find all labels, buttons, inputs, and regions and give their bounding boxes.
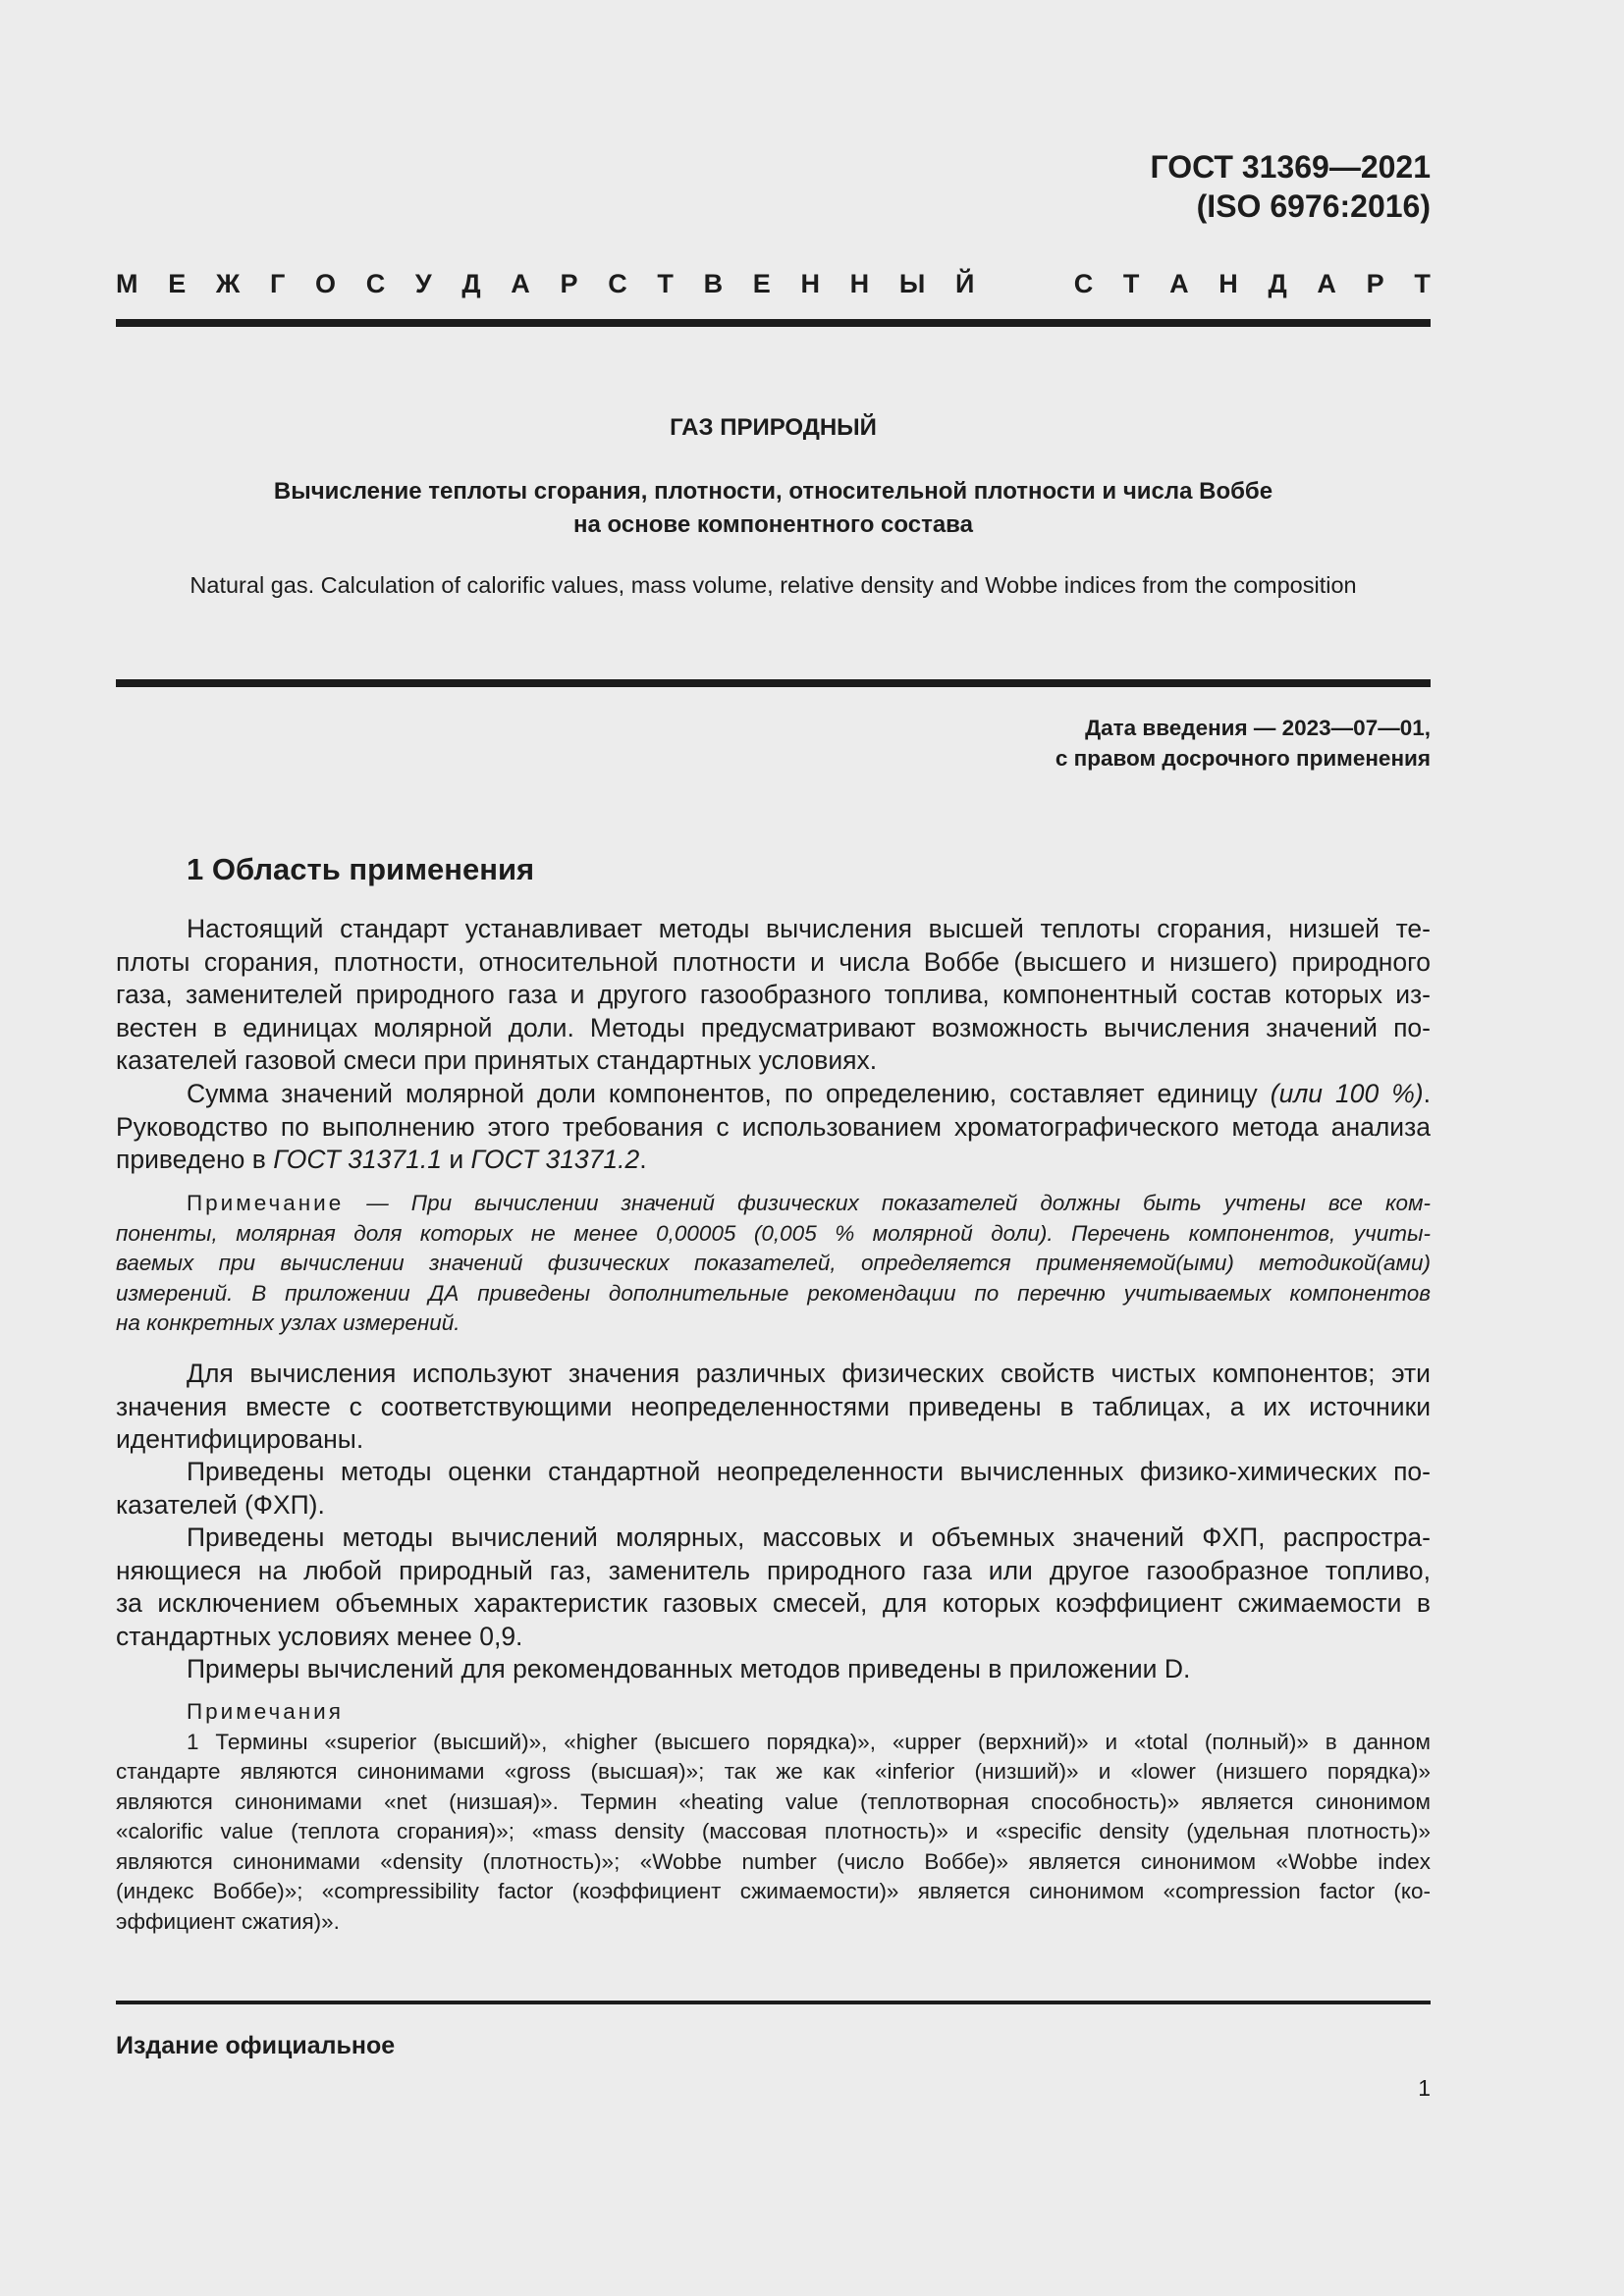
text-line: Настоящий стандарт устанавливает методы вычисления высшей теплоты сгорания, низшей те- xyxy=(187,914,1431,943)
text-line: являются синонимами «density (плотность)»; «Wobbe number (число Воббе)» является синонимом «Wobbe index xyxy=(116,1848,1431,1874)
notes-block xyxy=(116,1697,1431,1937)
text-run: приведено в xyxy=(116,1145,274,1174)
early-application-line: с правом досрочного применения xyxy=(1055,746,1431,771)
document-identifier xyxy=(1150,147,1431,226)
subtitle-line: на основе компонентного состава xyxy=(573,511,973,538)
banner-letter: А xyxy=(1169,269,1189,298)
text-line: (индекс Воббе)»; «compressibility factor (коэффициент сжимаемости)» является синонимом «compression factor (ко- xyxy=(116,1879,1431,1903)
banner-letter: Н xyxy=(800,269,820,298)
banner-letter: М xyxy=(116,269,138,298)
text-run: Сумма значений молярной доли компонентов, по определению, составляет единицу xyxy=(187,1079,1271,1108)
text-line: Для вычисления используют значения различных физических свойств чистых компонентов; эти xyxy=(187,1359,1431,1388)
text-line: идентифицированы. xyxy=(116,1424,364,1454)
text-line: стандарте являются синонимами «gross (высшая)»; так же как «inferior (низший)» и «lower (низшего порядка)» xyxy=(116,1759,1431,1784)
paragraph-4 xyxy=(116,1456,1431,1522)
banner-letter: Е xyxy=(168,269,187,298)
text-line: за исключением объемных характеристик газовых смесей, для которых коэффициент сжимаемости в xyxy=(116,1588,1431,1618)
introduction-date xyxy=(1056,713,1431,774)
text-line: казателей газовой смеси при принятых стандартных условиях. xyxy=(116,1045,878,1075)
subtitle-line: Вычисление теплоты сгорания, плотности, относительной плотности и числа Воббе xyxy=(273,478,1273,505)
banner-letter: Й xyxy=(954,269,975,298)
header-divider xyxy=(116,319,1431,327)
text-line: «calorific value (теплота сгорания)»; «mass density (массовая плотность)» и «specific density (удельная плотность)» xyxy=(116,1819,1431,1843)
paragraph-5 xyxy=(116,1522,1431,1653)
interstate-standard-banner xyxy=(116,267,1431,300)
text-line: ваемых при вычислении значений физических показателей, определяется применяемой(ыми) методикой(ами) xyxy=(116,1251,1431,1275)
banner-letter: В xyxy=(703,269,724,298)
text-line xyxy=(116,1144,1431,1177)
official-edition-label: Издание официальное xyxy=(116,2032,396,2059)
text-line: являются синонимами «net (низшая)». Термин «heating value (теплотворная способность)» является синонимом xyxy=(116,1789,1431,1814)
text-line xyxy=(116,1189,1431,1219)
banner-letter: Н xyxy=(1218,269,1238,298)
paragraph-6 xyxy=(116,1653,1431,1686)
text-run-italic: (или 100 %) xyxy=(1270,1079,1424,1108)
banner-word-gap xyxy=(1004,267,1044,300)
paragraph-1 xyxy=(116,913,1431,1078)
banner-letter: С xyxy=(1073,269,1094,298)
note-1 xyxy=(116,1189,1431,1339)
introduction-date-line: Дата введения — 2023—07—01, xyxy=(1085,716,1431,740)
text-line: поненты, молярная доля которых не менее 0,00005 (0,005 % молярной доли). Перечень компонентов, учиты- xyxy=(116,1220,1431,1246)
english-title: Natural gas. Calculation of calorific values, mass volume, relative density and Wobbe indices from the composition xyxy=(189,572,1357,598)
text-line xyxy=(116,1078,1431,1111)
note-label: Примечание xyxy=(187,1191,345,1215)
banner-letter: А xyxy=(511,269,530,298)
banner-letter: Т xyxy=(1414,269,1431,298)
text-run: . xyxy=(639,1145,647,1174)
footer-divider xyxy=(116,2001,1431,2004)
section-heading: 1 Область применения xyxy=(187,852,535,886)
text-line: Приведены методы вычислений молярных, массовых и объемных значений ФХП, распростра- xyxy=(187,1522,1431,1552)
text-run: — При вычислении значений физических показателей должны быть учтены все ком- xyxy=(344,1191,1431,1215)
paragraph-3 xyxy=(116,1358,1431,1457)
banner-letter: Д xyxy=(461,269,481,298)
standard-reference: ГОСТ 31371.1 xyxy=(273,1145,442,1174)
title-divider xyxy=(116,679,1431,687)
text-line: эффициент сжатия)». xyxy=(116,1908,340,1934)
banner-letter: Ж xyxy=(215,269,241,298)
text-run: . xyxy=(1423,1079,1431,1108)
text-line: 1 Термины «superior (высший)», «higher (высшего порядка)», «upper (верхний)» и «total (полный)» в данном xyxy=(187,1729,1431,1754)
text-line: Руководство по выполнению этого требования с использованием хроматографического метода анализа xyxy=(116,1111,1431,1142)
text-line: казателей (ФХП). xyxy=(116,1489,325,1520)
text-line: няющиеся на любой природный газ, заменитель природного газа или другое газообразное топливо, xyxy=(116,1555,1431,1585)
banner-letter: Д xyxy=(1268,269,1287,298)
banner-letter: Н xyxy=(849,269,870,298)
text-line: вестен в единицах молярной доли. Методы предусматривают возможность вычисления значений по- xyxy=(116,1012,1431,1042)
text-line: стандартных условиях менее 0,9. xyxy=(116,1621,523,1651)
text-line: газа, заменителей природного газа и другого газообразного топлива, компонентный состав которых из- xyxy=(116,980,1431,1009)
notes-label: Примечания xyxy=(187,1699,344,1724)
doc-number: ГОСТ 31369—2021 xyxy=(1150,149,1431,185)
banner-letter: Е xyxy=(752,269,771,298)
text-line: Приведены методы оценки стандартной неопределенности вычисленных физико-химических по- xyxy=(187,1457,1431,1486)
banner-letter: Ы xyxy=(898,269,926,298)
paragraph-2 xyxy=(116,1078,1431,1177)
banner-letter: Т xyxy=(657,269,674,298)
banner-letter: Р xyxy=(1366,269,1384,298)
page-number: 1 xyxy=(1418,2075,1431,2101)
banner-letter: Т xyxy=(1122,269,1140,298)
text-line: Примеры вычислений для рекомендованных методов приведены в приложении D. xyxy=(187,1654,1191,1683)
text-run: и xyxy=(441,1145,471,1174)
banner-letter: О xyxy=(314,269,336,298)
document-subtitle xyxy=(116,475,1431,542)
text-line: плоты сгорания, плотности, относительной плотности и числа Воббе (высшего и низшего) природного xyxy=(116,946,1431,977)
text-line: на конкретных узлах измерений. xyxy=(116,1310,460,1335)
banner-letter: Г xyxy=(269,269,286,298)
banner-letter: Р xyxy=(560,269,578,298)
banner-letter: С xyxy=(365,269,386,298)
banner-letter: С xyxy=(608,269,627,298)
banner-letter: У xyxy=(414,269,432,298)
document-title: ГАЗ ПРИРОДНЫЙ xyxy=(670,414,877,441)
iso-reference: (ISO 6976:2016) xyxy=(1196,188,1431,224)
text-line: измерений. В приложении ДА приведены дополнительные рекомендации по перечню учитываемых компонентов xyxy=(116,1280,1431,1306)
standard-reference: ГОСТ 31371.2 xyxy=(470,1145,640,1174)
banner-letter: А xyxy=(1317,269,1336,298)
text-line: значения вместе с соответствующими неопределенностями приведены в таблицах, а их источники xyxy=(116,1391,1431,1421)
